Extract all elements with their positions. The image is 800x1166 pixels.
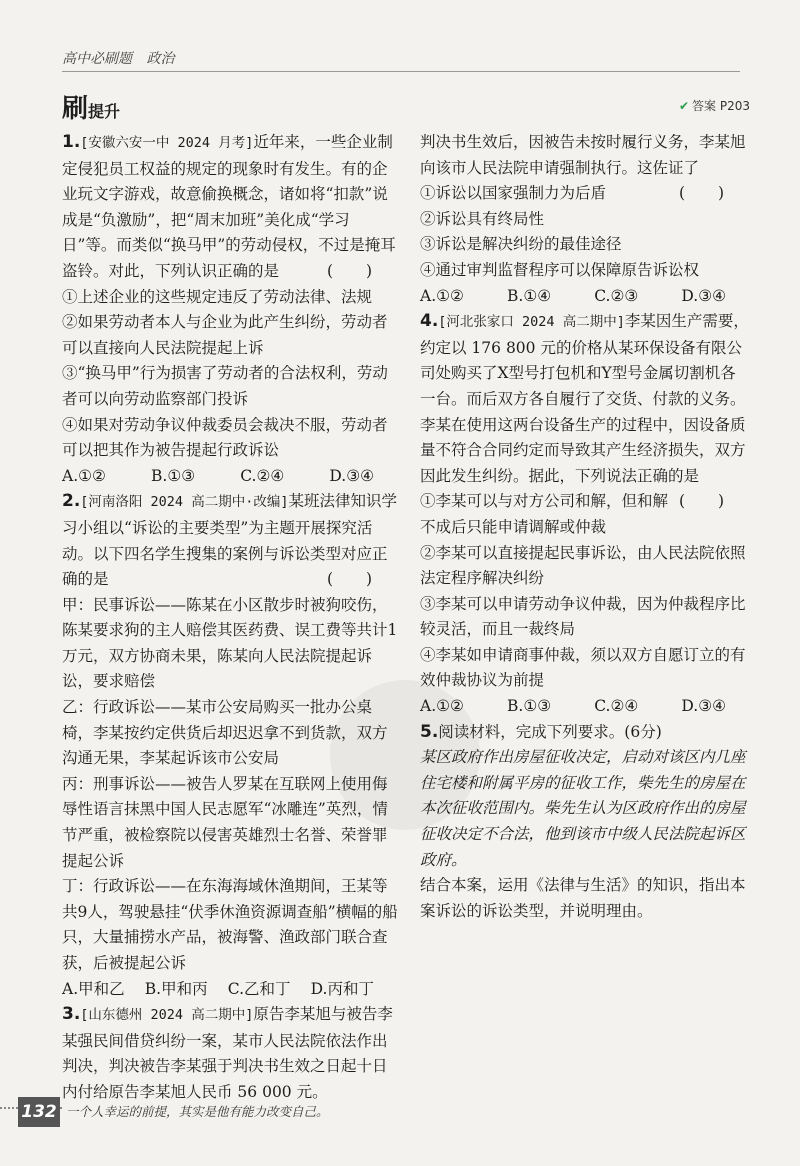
choices (420, 694, 750, 720)
page-number: 132 (18, 1097, 60, 1127)
choice-d: D.③④ (329, 466, 374, 485)
option: ②诉讼具有终局性 (420, 209, 545, 228)
choice-d: D.丙和丁 (310, 979, 374, 998)
answer-reference (679, 97, 750, 114)
case-item: 乙：行政诉讼——某市公安局购买一批办公桌椅，李某按约定供货后却迟迟拿不到货款，双方沟通无果，李某起诉该市公安局 (62, 698, 388, 768)
question-stem: 阅读材料，完成下列要求。(6分) (438, 722, 662, 741)
choice-a: A.甲和乙 (62, 979, 125, 998)
question-number: 2. (62, 491, 81, 512)
choice-c: C.②④ (594, 697, 639, 716)
question-number: 3. (62, 1004, 81, 1025)
choice-b: B.①④ (507, 286, 552, 305)
question-stem: 某班法律知识学习小组以“诉讼的主要类型”为主题开展探究活动。以下四名学生搜集的案例与诉讼类型对应正确的是 (62, 492, 397, 589)
answer-blank: ( ) (678, 184, 738, 203)
option: ①李某可以与对方公司和解，但和解不成后只能申请调解或仲裁 (420, 492, 669, 536)
subject: 政治 (146, 51, 175, 67)
running-header (62, 48, 184, 68)
choice-b: B.①③ (151, 466, 196, 485)
question-source: [河北张家口 2024 高二期中] (438, 314, 625, 331)
choice-a: A.①② (420, 697, 464, 716)
question-stem-continued: 判决书生效后，因被告未按时履行义务，李某旭向该市人民法院申请强制执行。这佐证了 (420, 133, 746, 177)
question-source: [山东德州 2024 高二期中] (80, 1007, 254, 1024)
choices (62, 464, 398, 490)
question-5 (420, 720, 750, 925)
answer-blank: ( ) (326, 570, 386, 589)
question-source: [河南洛阳 2024 高二期中·改编] (80, 494, 289, 511)
option: ①上述企业的这些规定违反了劳动法律、法规 (62, 287, 373, 306)
choices (62, 977, 398, 1003)
answer-blank: ( ) (326, 261, 386, 280)
case-item: 丁：行政诉讼——在东海海域休渔期间，王某等共9人，驾驶悬挂“伏季休渔资源调查船”横幅的船只，大量捕捞水产品，被海警、渔政部门联合查获，后被提起公诉 (62, 877, 398, 972)
section-title-small: 提升 (88, 102, 121, 121)
case-item: 丙：刑事诉讼——被告人罗某在互联网上使用侮辱性语言抹黑中国人民志愿军“冰雕连”英烈，情节严重，被检察院以侵害英雄烈士名誉、荣誉罪提起公诉 (62, 774, 388, 870)
header-rule (62, 71, 740, 72)
option: ②李某可以直接提起民事诉讼，由人民法院依照法定程序解决纠纷 (420, 543, 746, 588)
choices (420, 284, 750, 310)
option: ③李某可以申请劳动争议仲裁，因为仲裁程序比较灵活，而且一裁终局 (420, 594, 746, 639)
book-title: 高中必刷题 (62, 51, 132, 67)
question-stem: 原告李某旭与被告李某强民间借贷纠纷一案，某市人民法院依法作出判决，判决被告李某强于判决书生效之日起十日内付给原告李某旭人民币 56 000 元。 (62, 1005, 393, 1101)
choice-a: A.①② (62, 466, 106, 485)
answer-blank: ( ) (678, 492, 738, 511)
left-column (62, 130, 398, 1106)
option: ④通过审判监督程序可以保障原告诉讼权 (420, 260, 700, 279)
section-title-big: 刷 (62, 94, 89, 124)
question-2 (62, 489, 398, 1002)
footer-quote: 一个人幸运的前提，其实是他有能力改变自己。 (66, 1104, 329, 1119)
choice-d: D.③④ (681, 697, 726, 716)
choice-d: D.③④ (681, 286, 726, 305)
question-stem: 近年来，一些企业制定侵犯员工权益的规定的现象时有发生。有的企业玩文字游戏，故意偷换概念，诸如将“扣款”说成是“负激励”，把“周末加班”美化成“学习日”等。而类似“换马甲”的劳动侵权，不过是掩耳盗铃。对此，下列认识正确的是 (62, 133, 396, 280)
right-column (420, 130, 750, 924)
reading-material: 某区政府作出房屋征收决定，启动对该区内几座住宅楼和附属平房的征收工作，柴先生的房屋在本次征收范围内。柴先生认为区政府作出的房屋征收决定不合法，他到该市中级人民法院起诉区政府。 (420, 748, 746, 869)
choice-b: B.甲和丙 (144, 979, 208, 998)
question-3-part-2 (420, 130, 750, 309)
option: ③“换马甲”行为损害了劳动者的合法权利，劳动者可以向劳动监察部门投诉 (62, 364, 388, 408)
choice-c: C.乙和丁 (227, 979, 291, 998)
option: ③诉讼是解决纠纷的最佳途径 (420, 235, 622, 254)
answer-reference-text: 答案 P203 (692, 99, 750, 113)
question-task: 结合本案，运用《法律与生活》的知识，指出本案诉讼的诉讼类型，并说明理由。 (420, 876, 746, 920)
choice-a: A.①② (420, 286, 464, 305)
option: ②如果劳动者本人与企业为此产生纠纷，劳动者可以直接向人民法院提起上诉 (62, 313, 388, 357)
question-1 (62, 130, 398, 489)
option: ①诉讼以国家强制力为后盾 (420, 184, 607, 203)
case-item: 甲：民事诉讼——陈某在小区散步时被狗咬伤，陈某要求狗的主人赔偿其医药费、误工费等共计1万元，双方协商未果，陈某向人民法院提起诉讼，要求赔偿 (62, 595, 398, 691)
question-number: 5. (420, 721, 439, 742)
choice-b: B.①③ (507, 697, 552, 716)
question-source: [安徽六安一中 2024 月考] (80, 135, 254, 151)
question-4 (420, 309, 750, 720)
question-number: 4. (420, 311, 439, 332)
option: ④李某如申请商事仲裁，须以双方自愿订立的有效仲裁协议为前提 (420, 645, 746, 690)
option: ④如果对劳动争议仲裁委员会裁决不服，劳动者可以把其作为被告提起行政诉讼 (62, 415, 388, 460)
choice-c: C.②③ (594, 286, 639, 305)
section-title (62, 88, 120, 125)
checkmark-icon: ✔ (678, 99, 690, 113)
question-number: 1. (62, 132, 81, 152)
question-3-part-1 (62, 1002, 398, 1105)
choice-c: C.②④ (240, 466, 285, 485)
question-stem: 李某因生产需要，约定以 176 800 元的价格从某环保设备有限公司处购买了X型号打包机和Y型号金属切割机各一台。而后双方各自履行了交货、付款的义务。李某在使用这两台设备生产的过程中，因设备质量不符合合同约定而导致其产生经济损失，双方因此发生纠纷。据此，下列说法正确的是 (420, 312, 749, 485)
